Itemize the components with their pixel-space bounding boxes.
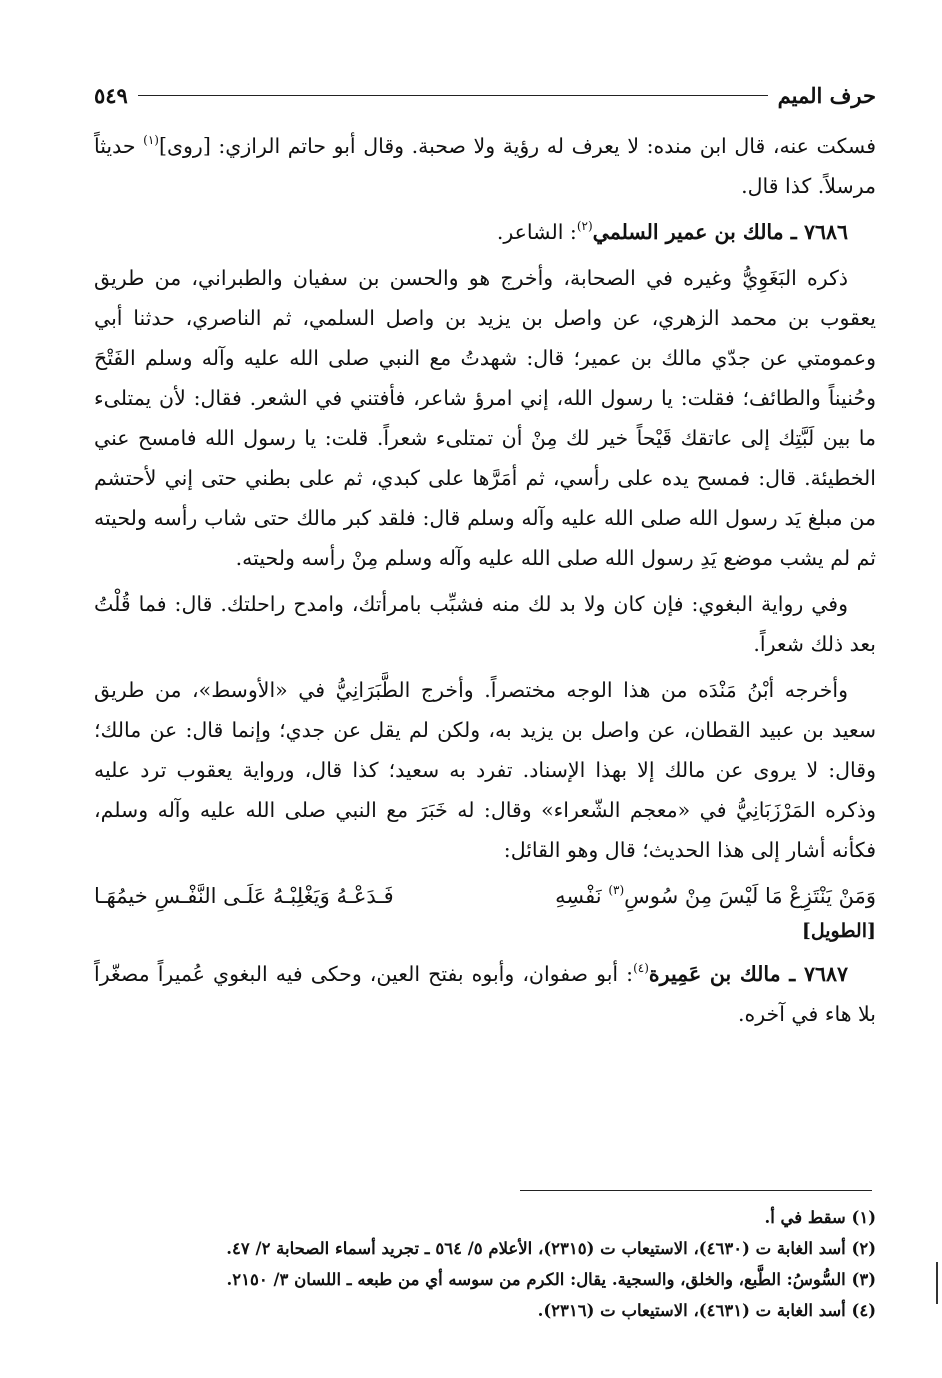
running-header <box>94 78 876 112</box>
paragraph-text: فسكت عنه، قال ابن منده: لا يعرف له رؤية ولا صحبة. وقال أبو حاتم الرازي: [روى] <box>158 134 876 158</box>
footnotes <box>94 1202 876 1326</box>
footnote-ref: (١) <box>143 133 159 147</box>
paragraph-hadith: ذكره البَغَوِيُّ وغيره في الصحابة، وأخرج هو والحسن بن سفيان والطبراني، من طريق يعقوب بن محمد الزهري، عن واصل بن يزيد بن واصل السلمي، ثم الناصري، حدثنا أبي وعمومتي عن جدّي مالك بن عمير؛ قال: شهدتُ مع النبي صلى الله عليه وآله وسلم الفَتْحَ وحُنيناً والطائف؛ فقلت: يا رسول الله، إني امرؤ شاعر، فأفتني في الشعر. فقال: لأن يمتلىء ما بين لَبَّتِك إلى عاتقك قَيْحاً خير لك مِنْ أن تمتلىء شعراً. قلت: يا رسول الله فامسح عني الخطيئة. قال: فمسح يده على رأسي، ثم أمَرَّها على كبدي، ثم على بطني حتى إني لأحتشم من مبلغ يَد رسول الله صلى الله عليه وآله وسلم قال: فلقد كبر مالك حتى شاب رأسه ولحيته ثم لم يشب موضع يَدِ رسول الله صلى الله عليه وآله وسلم مِنْ رأسه ولحيته. <box>94 266 876 570</box>
footnote-ref: (٢) <box>576 219 593 233</box>
footnote-ref: (٤) <box>633 961 649 975</box>
entry-7686 <box>94 212 876 252</box>
verse-first-hemistich <box>555 876 876 916</box>
footnote-1: (١) سقط في أ. <box>764 1208 876 1227</box>
verse-second-hemistich: فَـدَعْـهُ وَيَغْلِبْـهُ عَلَـى النَّفْـسِ خيمُهَـا <box>94 884 394 908</box>
paragraph-text: حديثاً مرسلاً. كذا قال. <box>94 134 876 198</box>
footnote-separator <box>520 1190 872 1191</box>
entry-description: : الشاعر. <box>496 220 577 244</box>
entry-7687 <box>94 954 876 1034</box>
header-title: حرف الميم <box>777 82 876 108</box>
paragraph-continuation <box>94 126 876 206</box>
footnote-2: (٢) أسد الغابة ت (٤٦٣٠)، الاستيعاب ت (٢٣١٥)، الأعلام ٥/ ٥٦٤ ـ تجريد أسماء الصحابة ٢/ ٤٧. <box>226 1239 876 1258</box>
entry-description: : أبو صفوان، وأبوه بفتح العين، وحكى فيه البغوي عُميراً مصغّراً بلا هاء في آخره. <box>94 962 876 1026</box>
entry-heading: ٧٦٨٦ ـ مالك بن عمير السلمي <box>592 220 848 244</box>
poem-meter: [الطويل] <box>801 920 876 942</box>
footnote-4: (٤) أسد الغابة ت (٤٦٣١)، الاستيعاب ت (٢٣١٦). <box>537 1301 876 1320</box>
verse-text: نَفْسِهِ <box>555 884 609 908</box>
entry-heading: ٧٦٨٧ ـ مالك بن عَمِيرة <box>648 962 849 986</box>
scan-edge-mark <box>936 1262 938 1304</box>
footnote-ref: (٣) <box>608 883 625 897</box>
header-rule <box>138 95 768 96</box>
poem-verse <box>94 876 876 916</box>
verse-text: وَمَنْ يَنْتَزِعْ مَا لَيْسَ مِنْ سُوسِ <box>624 884 876 908</box>
paragraph-baghawi: وفي رواية البغوي: فإن كان ولا بد لك منه فشبِّب بامرأتك، وامدح راحلتك. قال: فما قُلْتُ بعد ذلك شعراً. <box>94 592 876 656</box>
main-text <box>94 126 876 1034</box>
page-number: ٥٤٩ <box>94 82 128 108</box>
paragraph-ibn-mandah: وأخرجه أبْنُ مَنْدَه من هذا الوجه مختصراً. وأخرج الطَّبَرَانِيُّ في «الأوسط»، من طريق سعيد بن عبيد القطان، عن واصل بن يزيد به، ولكن لم يقل عن جدي؛ وإنما قال: عن مالك؛ وقال: لا يروى عن مالك إلا بهذا الإسناد. تفرد به سعيد؛ كذا قال، ورواية يعقوب ترد عليه وذكره المَرْزَبَانِيُّ في «معجم الشّعراء» وقال: له خَبَرَ مع النبي صلى الله عليه وآله وسلم، فكأنه أشار إلى هذا الحديث؛ قال وهو القائل: <box>94 678 876 862</box>
footnote-3: (٣) السُّوسُ: الطَّبع، والخلق، والسجية. يقال: الكرم من سوسه أي من طبعه ـ اللسان ٣/ ٢١٥٠. <box>226 1270 876 1289</box>
